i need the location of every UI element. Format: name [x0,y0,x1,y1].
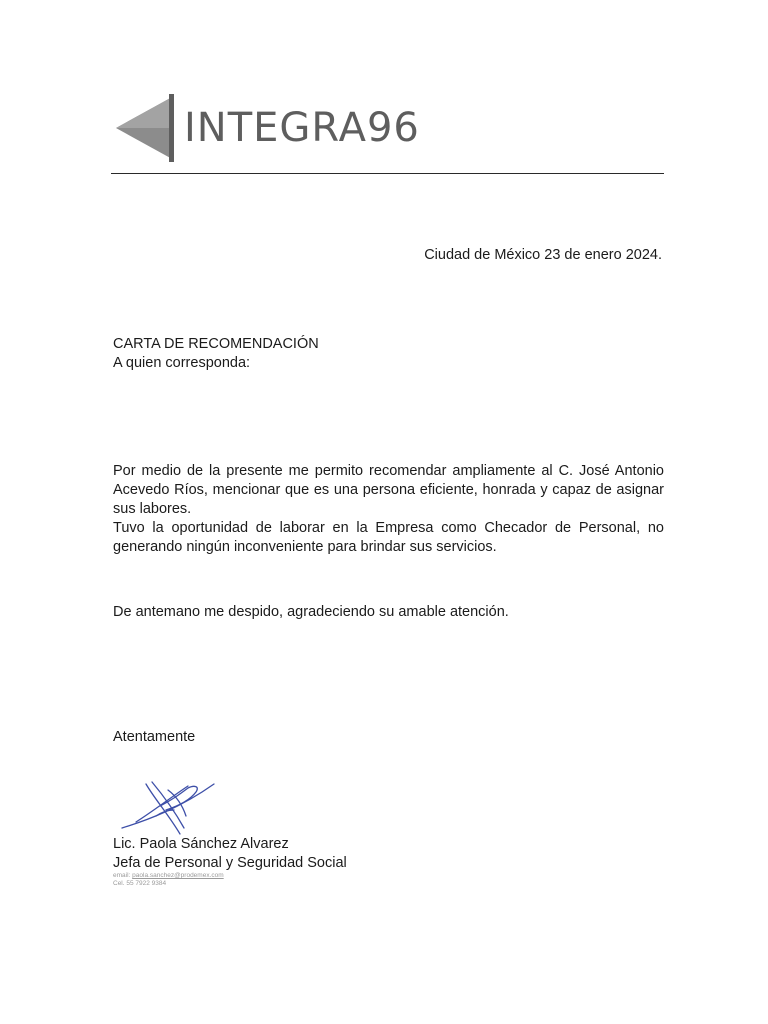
letter-body [113,462,664,557]
letter-salutation: A quien corresponda: [113,355,251,371]
letter-regards: Atentamente [113,729,196,745]
signer-block [113,835,347,873]
signer-title: Jefa de Personal y Seguridad Social [113,855,347,871]
phone-number: Cel. 55 7922 9384 [113,880,167,887]
letter-closing: De antemano me despido, agradeciendo su amable atención. [113,604,509,620]
signature-icon [118,776,228,838]
signature [118,776,228,843]
header-divider [111,173,664,174]
signer-name: Lic. Paola Sánchez Alvarez [113,836,289,852]
signer-contact [113,872,224,888]
letter-heading [113,335,319,373]
triangle-arrow-logo-icon [116,94,176,162]
body-paragraph-1: Por medio de la presente me permito recomendar ampliamente al C. José Antonio Acevedo Ríos, mencionar que es una persona eficiente, honrada y capaz de asignar sus labores. [113,463,664,517]
company-name: INTEGRA96 [184,105,420,151]
letter-date: Ciudad de México 23 de enero 2024. [424,247,662,263]
email-link[interactable]: paola.sanchez@prodemex.com [132,872,224,879]
letter-subject: CARTA DE RECOMENDACIÓN [113,336,319,352]
company-logo [116,94,420,162]
email-label: email: [113,872,131,879]
body-paragraph-2: Tuvo la oportunidad de laborar en la Empresa como Checador de Personal, no generando ningún inconveniente para brindar sus servicios. [113,520,664,555]
